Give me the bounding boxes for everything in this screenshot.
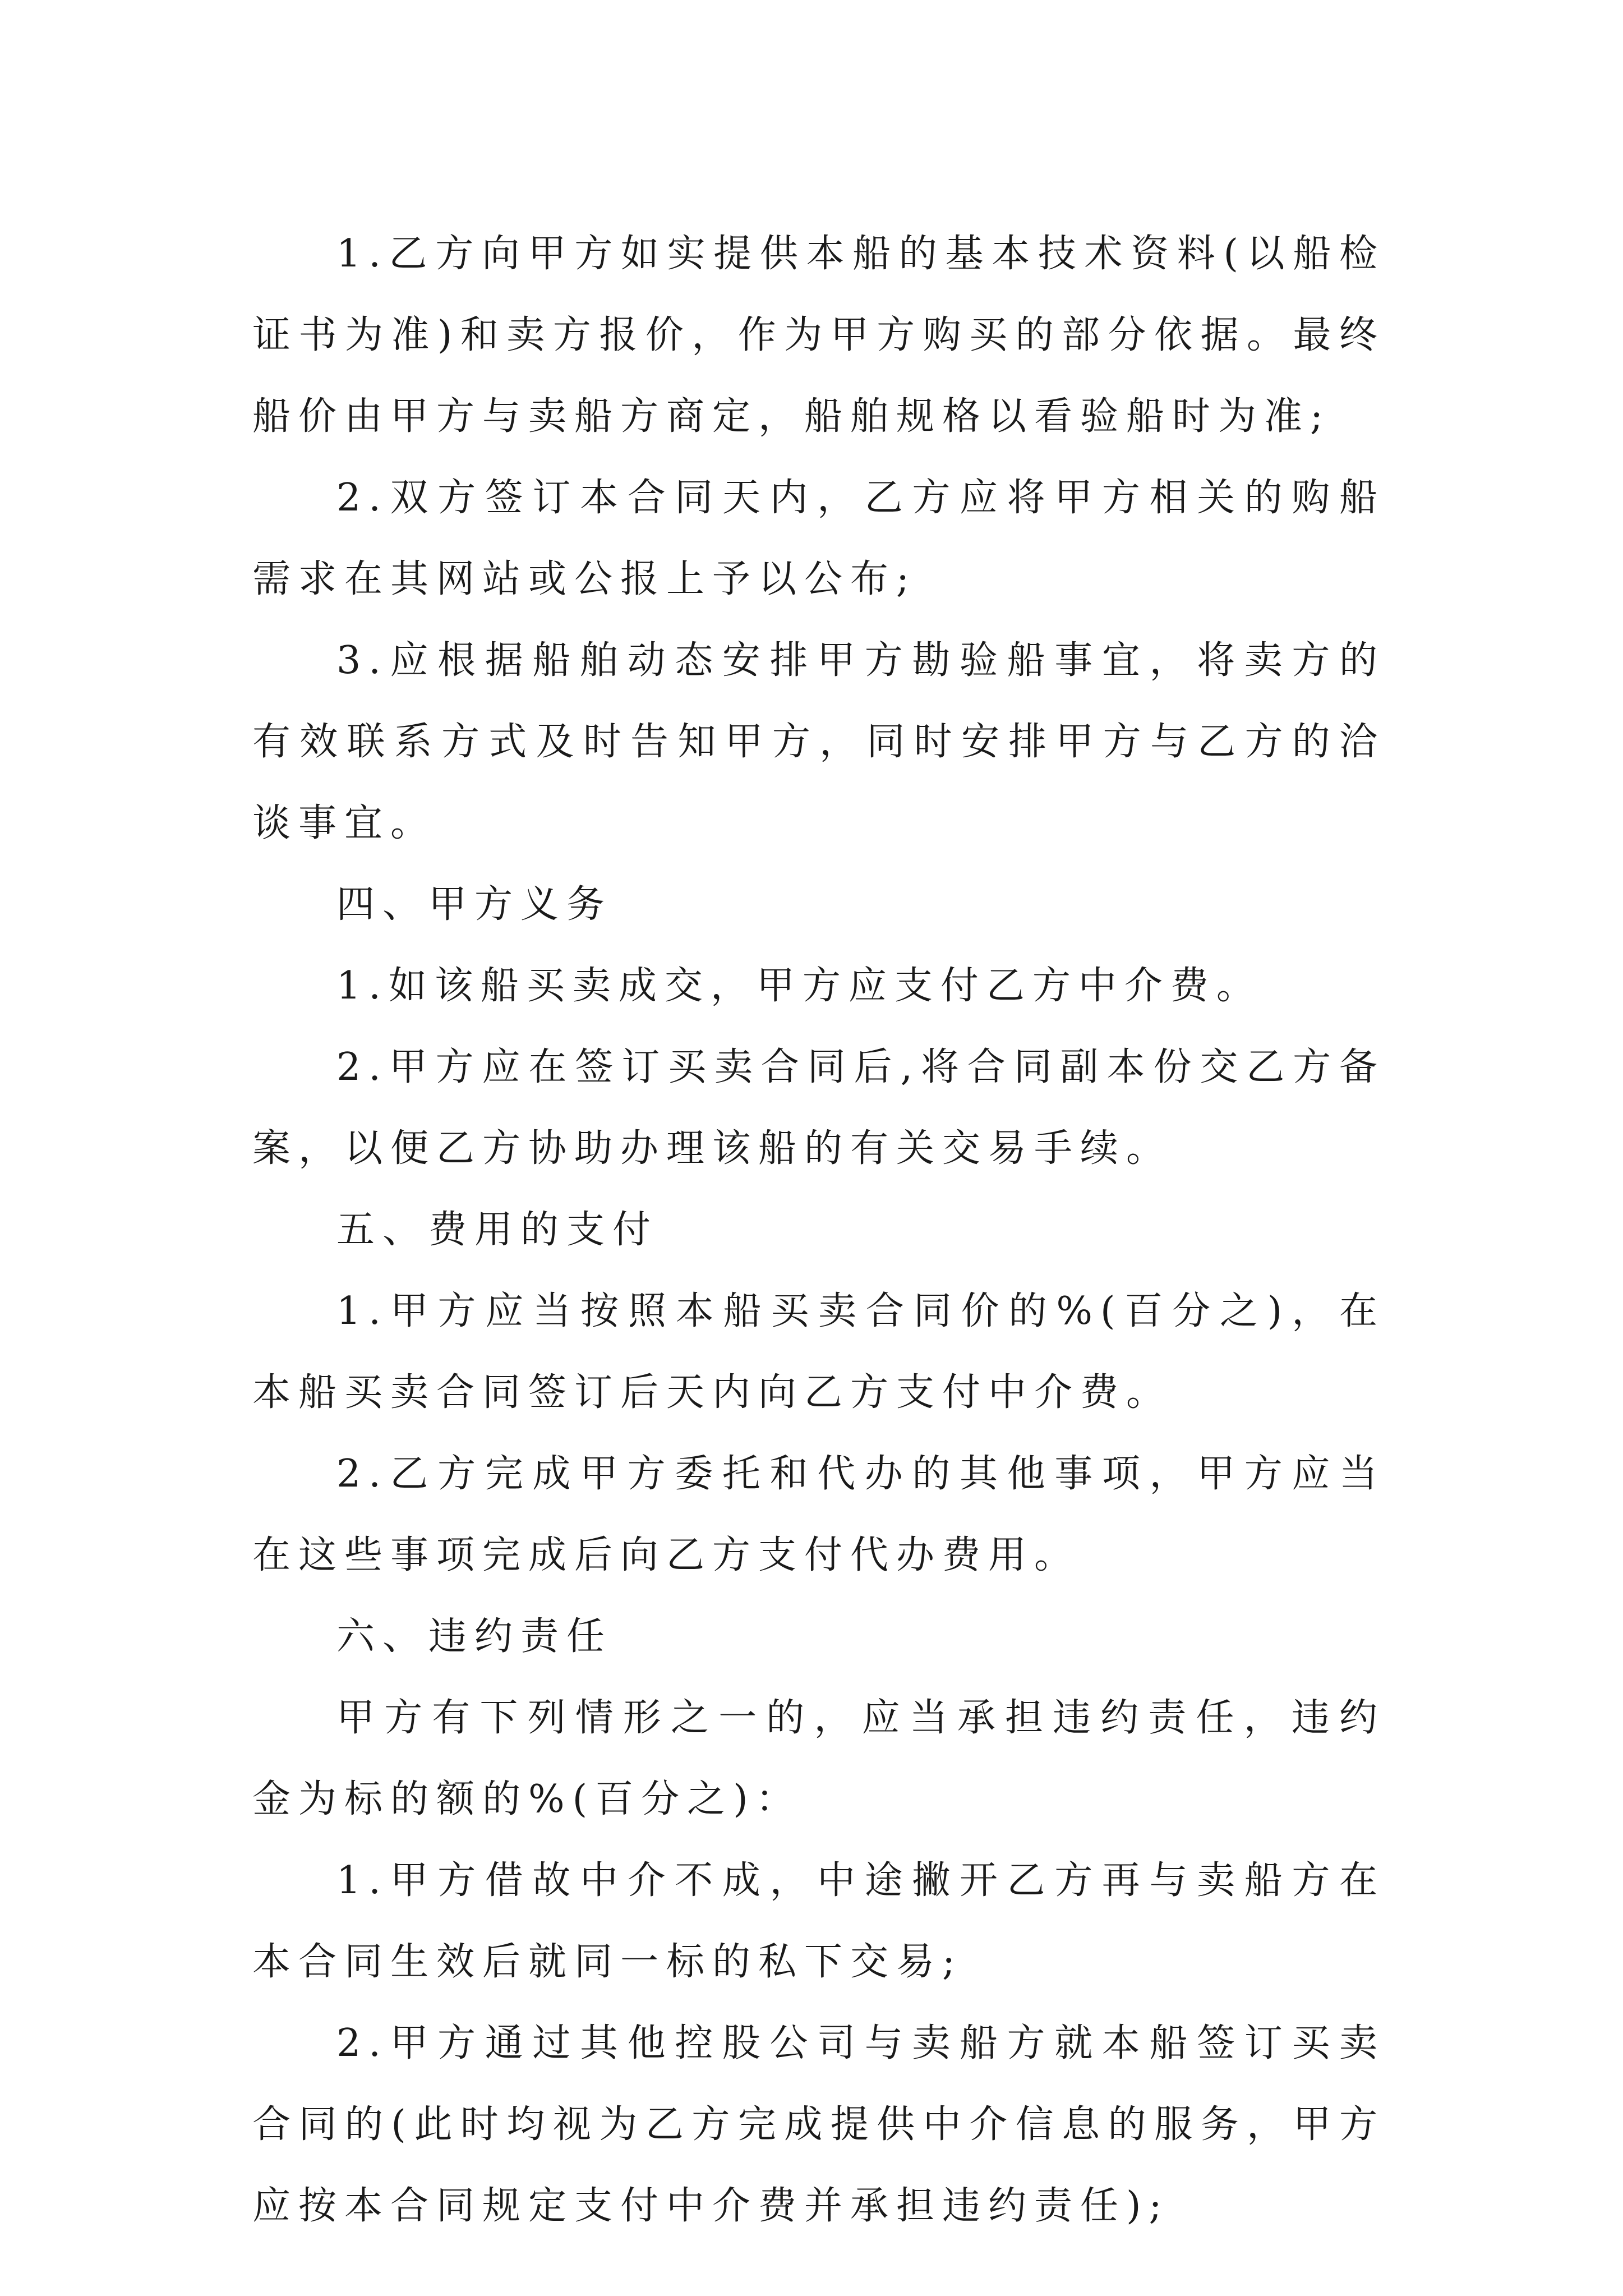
paragraph-5-1: 1.甲方应当按照本船买卖合同价的%(百分之)，在本船买卖合同签订后天内向乙方支付中介费。 <box>252 1289 1385 1415</box>
paragraph-2: 2.双方签订本合同天内，乙方应将甲方相关的购船需求在其网站或公报上予以公布; <box>252 476 1385 601</box>
paragraph-4-1: 1.如该船买卖成交，甲方应支付乙方中介费。 <box>336 964 1262 1008</box>
paragraph-6-1: 1.甲方借故中介不成，中途撇开乙方再与卖船方在本合同生效后就同一标的私下交易; <box>252 1858 1385 1984</box>
paragraph-1: 1.乙方向甲方如实提供本船的基本技术资料(以船检证书为准)和卖方报价，作为甲方购买的部分依据。最终船价由甲方与卖船方商定，船舶规格以看验船时为准; <box>252 232 1385 439</box>
paragraph-4-2: 2.甲方应在签订买卖合同后,将合同副本份交乙方备案，以便乙方协助办理该船的有关交易手续。 <box>252 1045 1385 1171</box>
paragraph-6-intro: 甲方有下列情形之一的，应当承担违约责任，违约金为标的额的%(百分之)： <box>252 1696 1385 1821</box>
section-heading-6: 六、违约责任 <box>336 1614 613 1659</box>
paragraph-3: 3.应根据船舶动态安排甲方勘验船事宜，将卖方的有效联系方式及时告知甲方，同时安排甲方与乙方的洽谈事宜。 <box>252 638 1385 845</box>
section-heading-4: 四、甲方义务 <box>336 882 613 927</box>
document-body <box>252 213 1385 2247</box>
paragraph-5-2: 2.乙方完成甲方委托和代办的其他事项，甲方应当在这些事项完成后向乙方支付代办费用。 <box>252 1452 1385 1577</box>
section-heading-5: 五、费用的支付 <box>336 1208 659 1252</box>
paragraph-6-2: 2.甲方通过其他控股公司与卖船方就本船签订买卖合同的(此时均视为乙方完成提供中介信息的服务，甲方应按本合同规定支付中介费并承担违约责任); <box>252 2021 1385 2228</box>
